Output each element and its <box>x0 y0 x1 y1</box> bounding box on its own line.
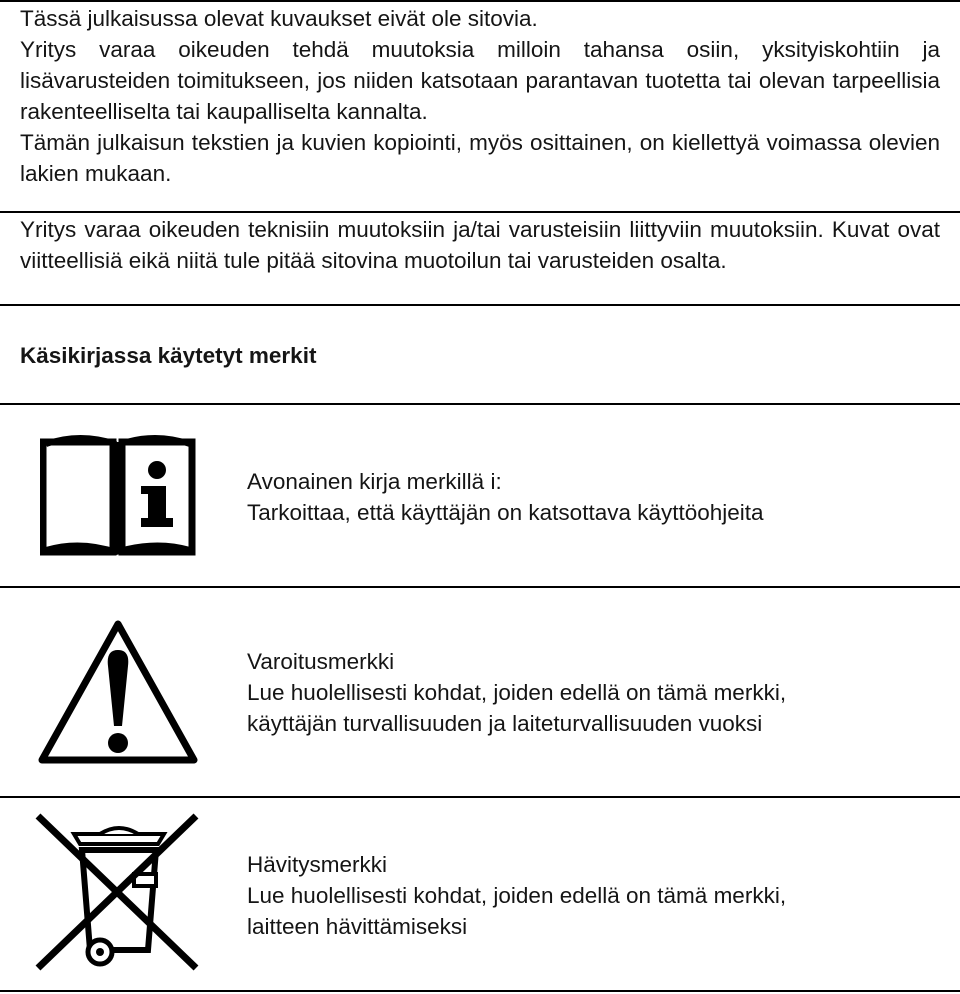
warning-triangle-svg <box>36 618 200 768</box>
symbol-disposal-title: Hävitysmerkki <box>247 852 388 877</box>
symbol-warning-title: Varoitusmerkki <box>247 649 395 674</box>
divider-2 <box>0 304 960 306</box>
intro-line-1: Tässä julkaisussa olevat kuvaukset eivät ole sitovia. <box>20 6 538 31</box>
bottom-rule <box>0 990 960 992</box>
open-book-info-icon <box>40 434 196 563</box>
top-rule <box>0 0 960 2</box>
symbol-warning-text <box>247 646 786 739</box>
intro-line-3: Tämän julkaisun tekstien ja kuvien kopiointi, myös osittainen, on kiellettyä voimassa olevien lakien mukaan. <box>20 130 940 186</box>
symbol-warning-line-1: Lue huolellisesti kohdat, joiden edellä on tämä merkki, <box>247 680 787 705</box>
crossed-out-bin-icon <box>34 812 204 977</box>
warning-triangle-icon <box>36 618 200 773</box>
divider-1 <box>0 211 960 213</box>
divider-3 <box>0 403 960 405</box>
symbol-info-title: Avonainen kirja merkillä i: <box>247 469 502 494</box>
notice-text <box>20 214 940 276</box>
symbol-warning-line-2: käyttäjän turvallisuuden ja laiteturvallisuuden vuoksi <box>247 711 763 736</box>
symbol-info-text <box>247 466 764 528</box>
symbol-disposal-text <box>247 849 786 942</box>
symbols-heading: Käsikirjassa käytetyt merkit <box>20 343 317 368</box>
symbol-disposal-line-1: Lue huolellisesti kohdat, joiden edellä on tämä merkki, <box>247 883 787 908</box>
intro-line-2: Yritys varaa oikeuden tehdä muutoksia milloin tahansa osiin, yksityiskohtiin ja lisävarusteiden toimitukseen, jos niiden katsotaan parantavan tuotetta tai olevan tarpeellisia rakenteelliselta tai kaupalliselta kannalta. <box>20 37 940 124</box>
intro-text <box>20 3 940 189</box>
open-book-info-svg <box>40 434 196 558</box>
divider-4 <box>0 586 960 588</box>
divider-5 <box>0 796 960 798</box>
symbol-disposal-line-2: laitteen hävittämiseksi <box>247 914 468 939</box>
crossed-out-bin-svg <box>34 812 204 972</box>
notice-paragraph: Yritys varaa oikeuden teknisiin muutoksiin ja/tai varusteisiin liittyviin muutoksiin. Kuvat ovat viitteellisiä eikä niitä tule pitää sitovina muotoilun tai varusteiden osalta. <box>20 217 940 273</box>
symbol-info-line-1: Tarkoittaa, että käyttäjän on katsottava käyttöohjeita <box>247 500 764 525</box>
